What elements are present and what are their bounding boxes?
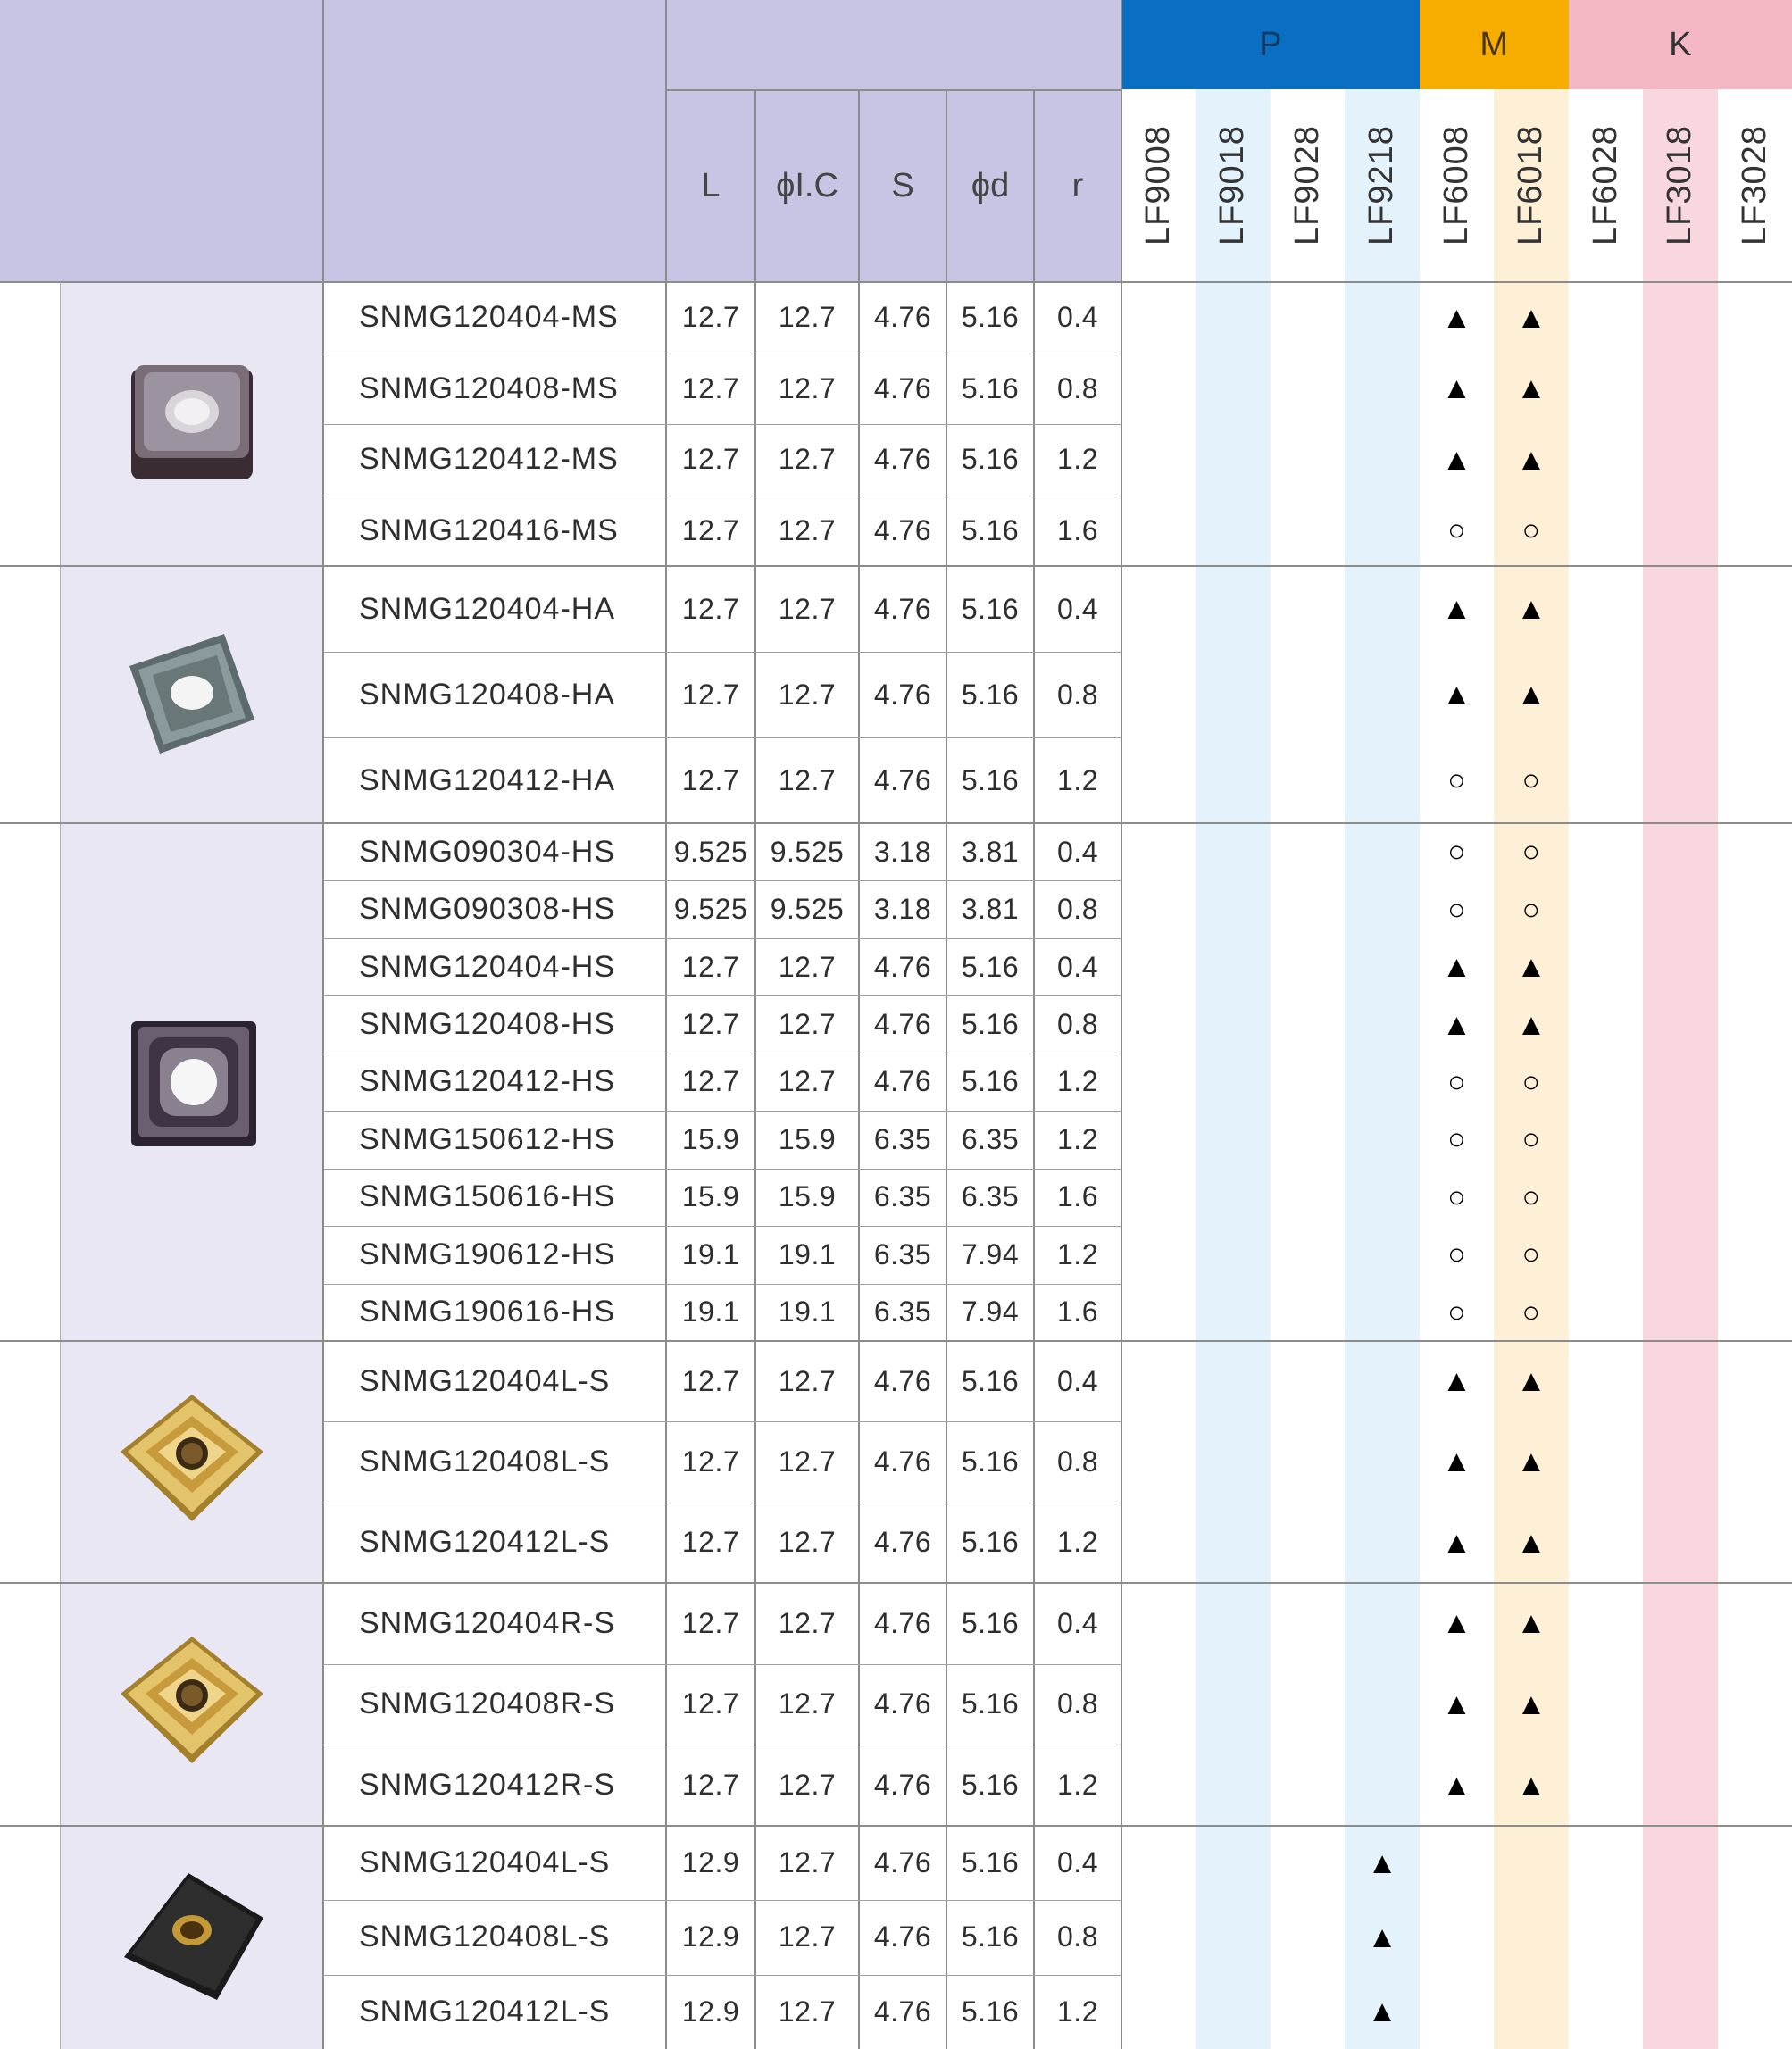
- group-line: [0, 1340, 1792, 1342]
- dimension-cell: 12.7: [778, 950, 837, 983]
- dimension-cell: 5.16: [961, 592, 1020, 625]
- dimension-cell: 9.525: [770, 893, 845, 926]
- dimension-cell: 12.7: [681, 443, 740, 476]
- model-cell: SNMG150616-HS: [359, 1179, 616, 1214]
- dimension-cell: 12.7: [778, 1769, 837, 1802]
- model-cell: SNMG120416-MS: [359, 512, 619, 547]
- row-line: [323, 1169, 1121, 1170]
- row-line: [323, 1421, 1121, 1422]
- dimension-header: r: [1071, 166, 1084, 204]
- dimension-header: ϕd: [971, 166, 1010, 204]
- dimension-cell: 5.16: [961, 1606, 1020, 1639]
- group-line: [0, 1825, 1792, 1827]
- available-mark: ○: [1521, 763, 1541, 797]
- recommended-mark: ▲: [1516, 442, 1546, 477]
- recommended-mark: ▲: [1516, 1445, 1546, 1479]
- recommended-mark: ▲: [1441, 950, 1472, 985]
- dimension-cell: 5.16: [961, 301, 1020, 334]
- dimension-cell: 4.76: [873, 1526, 932, 1559]
- dimension-cell: 5.16: [961, 1687, 1020, 1720]
- grade-header: LF9008: [1139, 125, 1178, 246]
- dimension-cell: 0.8: [1057, 1008, 1098, 1041]
- available-mark: ○: [1447, 763, 1466, 797]
- dimension-cell: 12.7: [681, 1606, 740, 1639]
- model-cell: SNMG120408-HA: [359, 677, 616, 712]
- recommended-mark: ▲: [1516, 678, 1546, 712]
- dimension-cell: 12.7: [778, 1995, 837, 2028]
- row-line: [323, 938, 1121, 939]
- model-cell: SNMG120404L-S: [359, 1363, 611, 1398]
- row-line: [323, 1664, 1121, 1665]
- dimension-cell: 12.9: [681, 1995, 740, 2028]
- dimension-cell: 0.4: [1057, 1364, 1098, 1397]
- dimension-cell: 4.76: [873, 1445, 932, 1478]
- dimension-cell: 1.2: [1057, 443, 1098, 476]
- dimension-cell: 4.76: [873, 678, 932, 711]
- dimension-cell: 7.94: [961, 1295, 1020, 1329]
- group-line: [0, 822, 1792, 824]
- dimension-cell: 12.7: [778, 1920, 837, 1953]
- dimension-cell: 4.76: [873, 1364, 932, 1397]
- dimension-cell: 1.2: [1057, 1995, 1098, 2028]
- dimension-cell: 12.7: [681, 371, 740, 404]
- recommended-mark: ▲: [1441, 1525, 1472, 1560]
- dimension-cell: 4.76: [873, 443, 932, 476]
- model-cell: SNMG120408L-S: [359, 1444, 611, 1478]
- grade-column-tint: [1718, 89, 1792, 2049]
- available-mark: ○: [1521, 892, 1541, 927]
- model-cell: SNMG120408L-S: [359, 1920, 611, 1954]
- model-cell: SNMG120412-HS: [359, 1064, 616, 1099]
- model-cell: SNMG120408R-S: [359, 1687, 616, 1721]
- dimension-cell: 4.76: [873, 1008, 932, 1041]
- dimension-cell: 12.7: [778, 763, 837, 796]
- dimension-cell: 12.7: [778, 371, 837, 404]
- dimension-cell: 5.16: [961, 443, 1020, 476]
- recommended-mark: ▲: [1441, 1768, 1472, 1803]
- model-cell: SNMG120412L-S: [359, 1525, 611, 1560]
- recommended-mark: ▲: [1441, 1687, 1472, 1721]
- row-line: [323, 1111, 1121, 1112]
- dimension-cell: 4.76: [873, 1606, 932, 1639]
- dimension-cell: 1.2: [1057, 1065, 1098, 1098]
- dimension-cell: 12.7: [778, 1065, 837, 1098]
- grade-header: LF9028: [1288, 125, 1327, 246]
- dimension-cell: 4.76: [873, 1687, 932, 1720]
- dimension-cell: 0.8: [1057, 1445, 1098, 1478]
- grade-header: LF3018: [1661, 125, 1699, 246]
- dimension-cell: 3.18: [873, 893, 932, 926]
- dimension-cell: 12.7: [778, 1687, 837, 1720]
- dimension-cell: 0.8: [1057, 371, 1098, 404]
- dimension-cell: 4.76: [873, 950, 932, 983]
- dimension-cell: 5.16: [961, 1920, 1020, 1953]
- dimension-cell: 15.9: [778, 1180, 837, 1213]
- dimension-cell: 4.76: [873, 513, 932, 546]
- material-group-label: P: [1259, 25, 1282, 63]
- row-line: [323, 1900, 1121, 1901]
- dimension-cell: 1.2: [1057, 1237, 1098, 1270]
- dimension-cell: 1.6: [1057, 1295, 1098, 1329]
- dimension-cell: 0.8: [1057, 893, 1098, 926]
- grade-header: LF6008: [1437, 125, 1475, 246]
- dimension-cell: 9.525: [770, 835, 845, 868]
- dimension-cell: 12.7: [681, 763, 740, 796]
- row-line: [323, 424, 1121, 425]
- dimension-cell: 0.4: [1057, 1606, 1098, 1639]
- recommended-mark: ▲: [1516, 1525, 1546, 1560]
- dimension-cell: 12.7: [681, 1687, 740, 1720]
- dimension-cell: 4.76: [873, 1920, 932, 1953]
- dimension-cell: 4.76: [873, 592, 932, 625]
- dimension-cell: 12.7: [778, 1445, 837, 1478]
- available-mark: ○: [1521, 835, 1541, 870]
- group-line: [0, 565, 1792, 567]
- insert-hs-icon: [61, 823, 323, 1341]
- available-mark: ○: [1447, 1237, 1466, 1272]
- dimension-cell: 12.7: [681, 950, 740, 983]
- insert-ms-icon: [61, 282, 323, 566]
- recommended-mark: ▲: [1441, 678, 1472, 712]
- dimension-cell: 9.525: [673, 835, 748, 868]
- recommended-mark: ▲: [1516, 1768, 1546, 1803]
- dimension-cell: 12.7: [681, 1364, 740, 1397]
- recommended-mark: ▲: [1441, 442, 1472, 477]
- group-line: [0, 1582, 1792, 1584]
- dimension-cell: 4.76: [873, 371, 932, 404]
- dimension-header: S: [891, 166, 914, 204]
- dimension-cell: 5.16: [961, 1364, 1020, 1397]
- available-mark: ○: [1447, 1122, 1466, 1157]
- dimension-cell: 0.8: [1057, 1920, 1098, 1953]
- available-mark: ○: [1521, 1122, 1541, 1157]
- available-mark: ○: [1447, 513, 1466, 548]
- dimension-cell: 15.9: [778, 1122, 837, 1155]
- model-cell: SNMG120412-HA: [359, 762, 616, 797]
- grade-column-tint: [1271, 89, 1345, 2049]
- available-mark: ○: [1447, 835, 1466, 870]
- model-cell: SNMG120404R-S: [359, 1605, 616, 1640]
- recommended-mark: ▲: [1441, 1364, 1472, 1399]
- grade-header: LF6018: [1512, 125, 1550, 246]
- dimension-cell: 12.7: [778, 1526, 837, 1559]
- dimension-cell: 0.4: [1057, 1846, 1098, 1879]
- dimension-cell: 12.7: [778, 678, 837, 711]
- dimension-cell: 5.16: [961, 1995, 1020, 2028]
- dimension-cell: 4.76: [873, 1769, 932, 1802]
- dimension-cell: 5.16: [961, 371, 1020, 404]
- dimension-cell: 12.7: [681, 592, 740, 625]
- row-line: [323, 737, 1121, 738]
- dimension-cell: 19.1: [681, 1237, 740, 1270]
- dimension-cell: 0.4: [1057, 835, 1098, 868]
- dimension-cell: 5.16: [961, 763, 1020, 796]
- grade-header: LF9218: [1363, 125, 1401, 246]
- dimension-cell: 12.7: [681, 1065, 740, 1098]
- model-cell: SNMG120412-MS: [359, 442, 619, 477]
- dimension-cell: 6.35: [873, 1180, 932, 1213]
- grade-column-tint: [1643, 89, 1717, 2049]
- dimension-cell: 6.35: [961, 1180, 1020, 1213]
- dimension-cell: 5.16: [961, 1445, 1020, 1478]
- dimension-cell: 6.35: [873, 1237, 932, 1270]
- dimension-cell: 4.76: [873, 301, 932, 334]
- dimension-cell: 5.16: [961, 678, 1020, 711]
- dimension-cell: 6.35: [873, 1122, 932, 1155]
- insert-ls-gold-icon: [61, 1341, 323, 1583]
- recommended-mark: ▲: [1441, 1007, 1472, 1042]
- dimension-cell: 5.16: [961, 513, 1020, 546]
- dimension-cell: 5.16: [961, 1008, 1020, 1041]
- dimension-cell: 12.7: [778, 1364, 837, 1397]
- model-cell: SNMG120404-MS: [359, 300, 619, 335]
- available-mark: ○: [1447, 892, 1466, 927]
- available-mark: ○: [1521, 1295, 1541, 1329]
- dimension-cell: 19.1: [681, 1295, 740, 1329]
- dimension-cell: 1.6: [1057, 1180, 1098, 1213]
- dimension-cell: 5.16: [961, 950, 1020, 983]
- dimension-cell: 1.2: [1057, 1526, 1098, 1559]
- dimension-cell: 12.7: [681, 1008, 740, 1041]
- recommended-mark: ▲: [1367, 1845, 1397, 1880]
- grade-column-tint: [1121, 89, 1196, 2049]
- recommended-mark: ▲: [1367, 1920, 1397, 1954]
- model-cell: SNMG150612-HS: [359, 1121, 616, 1156]
- available-mark: ○: [1447, 1179, 1466, 1214]
- dimension-cell: 0.8: [1057, 678, 1098, 711]
- header-divider: [666, 89, 1121, 91]
- dimension-cell: 0.4: [1057, 950, 1098, 983]
- grade-header: LF6028: [1586, 125, 1624, 246]
- recommended-mark: ▲: [1516, 371, 1546, 406]
- model-cell: SNMG120408-HS: [359, 1007, 616, 1042]
- dimension-cell: 15.9: [681, 1180, 740, 1213]
- model-cell: SNMG120412L-S: [359, 1994, 611, 2028]
- dimension-cell: 12.7: [681, 513, 740, 546]
- grade-header: LF3028: [1735, 125, 1773, 246]
- insert-ha-icon: [61, 566, 323, 823]
- row-line: [323, 995, 1121, 996]
- recommended-mark: ▲: [1441, 592, 1472, 626]
- model-cell: SNMG120404L-S: [359, 1845, 611, 1880]
- row-line: [323, 1975, 1121, 1976]
- grade-column-tint: [1196, 89, 1270, 2049]
- recommended-mark: ▲: [1441, 1445, 1472, 1479]
- dimension-cell: 12.9: [681, 1846, 740, 1879]
- dimension-cell: 19.1: [778, 1295, 837, 1329]
- dimension-cell: 12.7: [778, 1008, 837, 1041]
- model-cell: SNMG120404-HA: [359, 591, 616, 626]
- dimension-cell: 5.16: [961, 1846, 1020, 1879]
- model-cell: SNMG120404-HS: [359, 949, 616, 984]
- dimension-cell: 4.76: [873, 1065, 932, 1098]
- dimension-cell: 1.2: [1057, 1769, 1098, 1802]
- dimension-cell: 12.7: [681, 1445, 740, 1478]
- dimension-cell: 3.81: [961, 893, 1020, 926]
- dimension-cell: 12.7: [681, 1526, 740, 1559]
- row-line: [323, 880, 1121, 881]
- material-group-label: M: [1479, 25, 1509, 63]
- row-line: [323, 1226, 1121, 1227]
- dimension-cell: 19.1: [778, 1237, 837, 1270]
- dimension-cell: 12.7: [681, 301, 740, 334]
- row-line: [323, 1284, 1121, 1285]
- dimension-header: L: [701, 166, 721, 204]
- recommended-mark: ▲: [1516, 300, 1546, 335]
- material-group-label: K: [1669, 25, 1692, 63]
- model-cell: SNMG120408-MS: [359, 371, 619, 405]
- row-line: [323, 652, 1121, 653]
- available-mark: ○: [1521, 1064, 1541, 1099]
- recommended-mark: ▲: [1441, 371, 1472, 406]
- recommended-mark: ▲: [1516, 1606, 1546, 1641]
- dimension-cell: 15.9: [681, 1122, 740, 1155]
- model-cell: SNMG090308-HS: [359, 892, 616, 927]
- dimension-cell: 4.76: [873, 763, 932, 796]
- dimension-cell: 1.2: [1057, 763, 1098, 796]
- recommended-mark: ▲: [1441, 300, 1472, 335]
- dimension-cell: 6.35: [873, 1295, 932, 1329]
- recommended-mark: ▲: [1516, 592, 1546, 626]
- recommended-mark: ▲: [1516, 1687, 1546, 1721]
- dimension-cell: 12.7: [681, 1769, 740, 1802]
- dimension-cell: 5.16: [961, 1769, 1020, 1802]
- available-mark: ○: [1447, 1295, 1466, 1329]
- recommended-mark: ▲: [1516, 1007, 1546, 1042]
- model-cell: SNMG090304-HS: [359, 834, 616, 869]
- recommended-mark: ▲: [1516, 1364, 1546, 1399]
- insert-rs-gold-icon: [61, 1583, 323, 1826]
- dimension-cell: 12.7: [778, 513, 837, 546]
- dimension-cell: 12.7: [778, 592, 837, 625]
- grade-column-tint: [1345, 89, 1419, 2049]
- model-cell: SNMG190612-HS: [359, 1237, 616, 1271]
- dimension-cell: 1.2: [1057, 1122, 1098, 1155]
- dimension-cell: 5.16: [961, 1065, 1020, 1098]
- dimension-cell: 12.7: [778, 1606, 837, 1639]
- dimension-cell: 6.35: [961, 1122, 1020, 1155]
- available-mark: ○: [1521, 1179, 1541, 1214]
- grade-header: LF9018: [1213, 125, 1252, 246]
- dimension-cell: 0.4: [1057, 592, 1098, 625]
- recommended-mark: ▲: [1367, 1995, 1397, 2029]
- dimension-cell: 7.94: [961, 1237, 1020, 1270]
- dimension-cell: 12.9: [681, 1920, 740, 1953]
- available-mark: ○: [1521, 513, 1541, 548]
- dimension-cell: 12.7: [778, 1846, 837, 1879]
- dimension-cell: 5.16: [961, 1526, 1020, 1559]
- dimension-header: ϕI.C: [776, 166, 838, 204]
- grade-column-tint: [1569, 89, 1643, 2049]
- recommended-mark: ▲: [1516, 950, 1546, 985]
- dimension-cell: 4.76: [873, 1846, 932, 1879]
- model-cell: SNMG120412R-S: [359, 1768, 616, 1803]
- available-mark: ○: [1521, 1237, 1541, 1272]
- dimension-cell: 1.6: [1057, 513, 1098, 546]
- dimension-cell: 12.7: [778, 301, 837, 334]
- model-cell: SNMG190616-HS: [359, 1295, 616, 1329]
- available-mark: ○: [1447, 1064, 1466, 1099]
- dimension-cell: 3.81: [961, 835, 1020, 868]
- dimension-cell: 4.76: [873, 1995, 932, 2028]
- insert-ls-black-icon: [61, 1826, 323, 2049]
- dimension-cell: 9.525: [673, 893, 748, 926]
- dimension-cell: 0.4: [1057, 301, 1098, 334]
- dimension-cell: 3.18: [873, 835, 932, 868]
- dimension-cell: 12.7: [778, 443, 837, 476]
- recommended-mark: ▲: [1441, 1606, 1472, 1641]
- dimension-cell: 12.7: [681, 678, 740, 711]
- dimension-cell: 0.8: [1057, 1687, 1098, 1720]
